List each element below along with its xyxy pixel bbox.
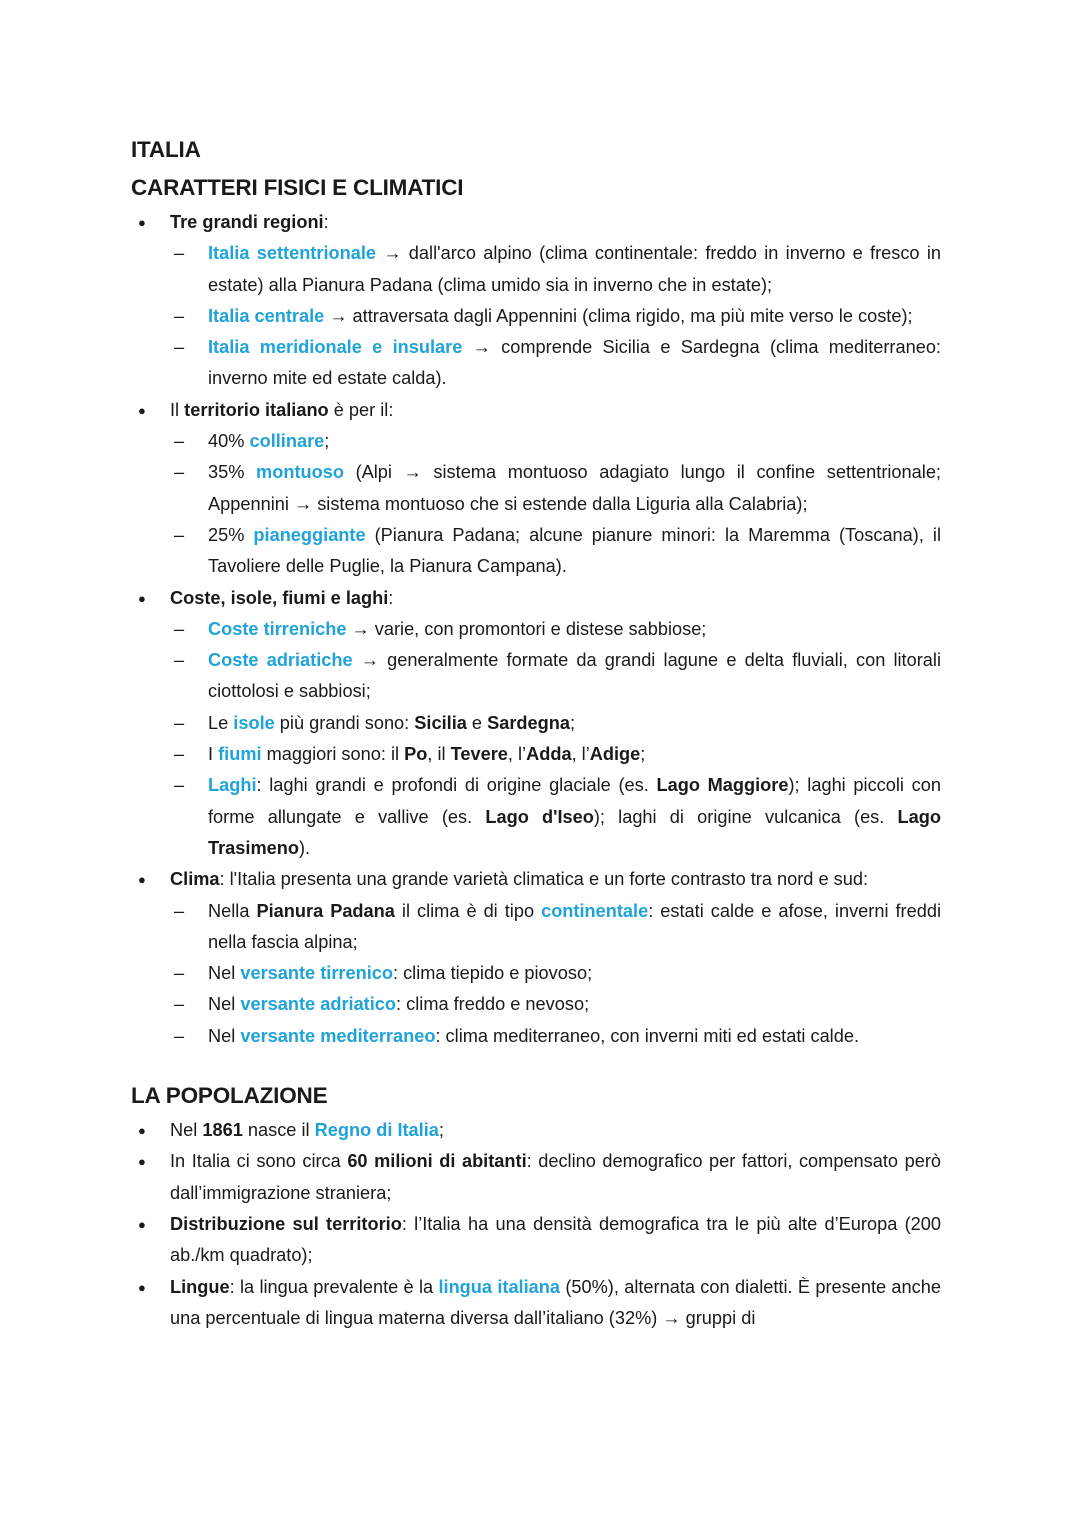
bullet-regions: Tre grandi regioni: – Italia settentrionale → dall'arco alpino (clima continentale: freddo in inverno e fresco in estate) alla Pianura Padana (clima umido sia in inverno che in estate); – Italia centrale → attraversata dagli Appennini (clima rigido, ma più mite verso le coste); – Italia meridionale e insulare → comprende Sicilia e Sardegna (clima mediterraneo: inverno mite ed estate calda).: [131, 207, 941, 395]
highlight-term: montuoso: [256, 462, 344, 483]
territory-sublist: [170, 426, 941, 582]
list-item: – Coste tirreniche → varie, con promontori e distese sabbiose;: [170, 614, 941, 645]
highlight-term: Laghi: [208, 775, 257, 796]
bullet-coasts: Coste, isole, fiumi e laghi: – Coste tirreniche → varie, con promontori e distese sabbiose; – Coste adriatiche → generalmente formate da grandi lagune e delta fluviali, con litorali ciottolosi e sabbiosi; – Le isole più grandi sono: Sicilia e Sardegna; – I fiumi maggiori sono: il Po, il Tevere, l’Adda, l’Adige; – Laghi: laghi grandi e profondi di origine glaciale (es. Lago Maggiore); laghi piccoli con forme allungate e vallive (es. Lago d'Iseo); laghi di origine vulcanica (es. Lago Trasimeno).: [131, 583, 941, 865]
highlight-term: versante adriatico: [240, 994, 397, 1015]
list-item: – Coste adriatiche → generalmente formate da grandi lagune e delta fluviali, con litorali ciottolosi e sabbiosi;: [170, 645, 941, 708]
population-bullet-list: [131, 1115, 941, 1334]
highlight-term: Italia centrale: [208, 305, 325, 326]
list-item: – Laghi: laghi grandi e profondi di origine glaciale (es. Lago Maggiore); laghi piccoli con forme allungate e vallive (es. Lago d'Iseo); laghi di origine vulcanica (es. Lago Trasimeno).: [170, 770, 941, 864]
list-item: – Nel versante mediterraneo: clima mediterraneo, con inverni miti ed estati calde.: [170, 1021, 941, 1052]
bullet-inhabitants: In Italia ci sono circa 60 milioni di abitanti: declino demografico per fattori, compensato però dall’immigrazione straniera;: [170, 1151, 941, 1203]
section-heading-population: LA POPOLAZIONE: [131, 1083, 328, 1109]
highlight-term: fiumi: [218, 744, 262, 765]
bullet-label: Coste, isole, fiumi e laghi: [170, 587, 389, 608]
list-item: – 40% collinare;: [170, 426, 941, 457]
highlight-term: pianeggiante: [253, 524, 366, 545]
list-item: – Le isole più grandi sono: Sicilia e Sardegna;: [170, 708, 941, 739]
bullet-kingdom: Nel 1861 nasce il Regno di Italia;: [170, 1120, 444, 1141]
physical-bullet-list: [131, 207, 941, 1052]
coasts-sublist: [170, 614, 941, 864]
highlight-term: versante mediterraneo: [240, 1025, 436, 1046]
bullet-label: territorio italiano: [184, 399, 329, 420]
list-item: – Nel versante tirrenico: clima tiepido e piovoso;: [170, 958, 941, 989]
bullet-territory: Il territorio italiano è per il: – 40% collinare; – 35% montuoso (Alpi → sistema montuoso adagiato lungo il confine settentrionale; Appennini → sistema montuoso che si estende dalla Liguria alla Calabria); – 25% pianeggiante (Pianura Padana; alcune pianure minori: la Maremma (Toscana), il Tavoliere delle Puglie, la Pianura Campana).: [131, 395, 941, 583]
highlight-term: isole: [233, 712, 275, 733]
climate-sublist: [170, 896, 941, 1052]
highlight-term: Italia meridionale e insulare: [208, 337, 463, 358]
bullet-distribution: Distribuzione sul territorio: l’Italia ha una densità demografica tra le più alte d’Europa (200 ab./km quadrato);: [170, 1213, 941, 1266]
list-item: – Italia settentrionale → dall'arco alpino (clima continentale: freddo in inverno e fresco in estate) alla Pianura Padana (clima umido sia in inverno che in estate);: [170, 238, 941, 301]
highlight-term: collinare: [249, 431, 325, 452]
highlight-term: continentale: [541, 900, 649, 921]
highlight-term: lingua italiana: [438, 1276, 561, 1297]
list-item: – 25% pianeggiante (Pianura Padana; alcune pianure minori: la Maremma (Toscana), il Tavoliere delle Puglie, la Pianura Campana).: [170, 520, 941, 583]
highlight-term: Coste adriatiche: [208, 650, 353, 671]
bullet-label: Tre grandi regioni: [170, 212, 324, 232]
list-item: – 35% montuoso (Alpi → sistema montuoso adagiato lungo il confine settentrionale; Appennini → sistema montuoso che si estende dalla Liguria alla Calabria);: [170, 457, 941, 520]
highlight-term: versante tirrenico: [240, 963, 393, 984]
bullet-climate: Clima: l'Italia presenta una grande varietà climatica e un forte contrasto tra nord e sud: – Nella Pianura Padana il clima è di tipo continentale: estati calde e afose, inverni freddi nella fascia alpina; – Nel versante tirrenico: clima tiepido e piovoso; – Nel versante adriatico: clima freddo e nevoso; – Nel versante mediterraneo: clima mediterraneo, con inverni miti ed estati calde.: [131, 864, 941, 1052]
highlight-term: Italia settentrionale: [208, 243, 377, 264]
list-item: – Nel versante adriatico: clima freddo e nevoso;: [170, 989, 941, 1020]
list-item: – Nella Pianura Padana il clima è di tipo continentale: estati calde e afose, inverni freddi nella fascia alpina;: [170, 896, 941, 959]
document-title: ITALIA: [131, 137, 201, 162]
highlight-term: Regno di Italia: [314, 1120, 439, 1141]
document-page: [131, 131, 941, 1334]
highlight-term: Coste tirreniche: [208, 618, 347, 639]
list-item: – Italia centrale → attraversata dagli Appennini (clima rigido, ma più mite verso le coste);: [170, 301, 941, 332]
section-heading-physical: CARATTERI FISICI E CLIMATICI: [131, 175, 464, 200]
list-item: – I fiumi maggiori sono: il Po, il Tevere, l’Adda, l’Adige;: [170, 739, 941, 770]
bullet-languages: Lingue: la lingua prevalente è la lingua italiana (50%), alternata con dialetti. È presente anche una percentuale di lingua materna diversa dall’italiano (32%) → gruppi di: [170, 1276, 941, 1328]
regions-sublist: [170, 238, 941, 394]
bullet-label: Clima: [170, 869, 220, 890]
list-item: – Italia meridionale e insulare → comprende Sicilia e Sardegna (clima mediterraneo: inverno mite ed estate calda).: [170, 332, 941, 395]
